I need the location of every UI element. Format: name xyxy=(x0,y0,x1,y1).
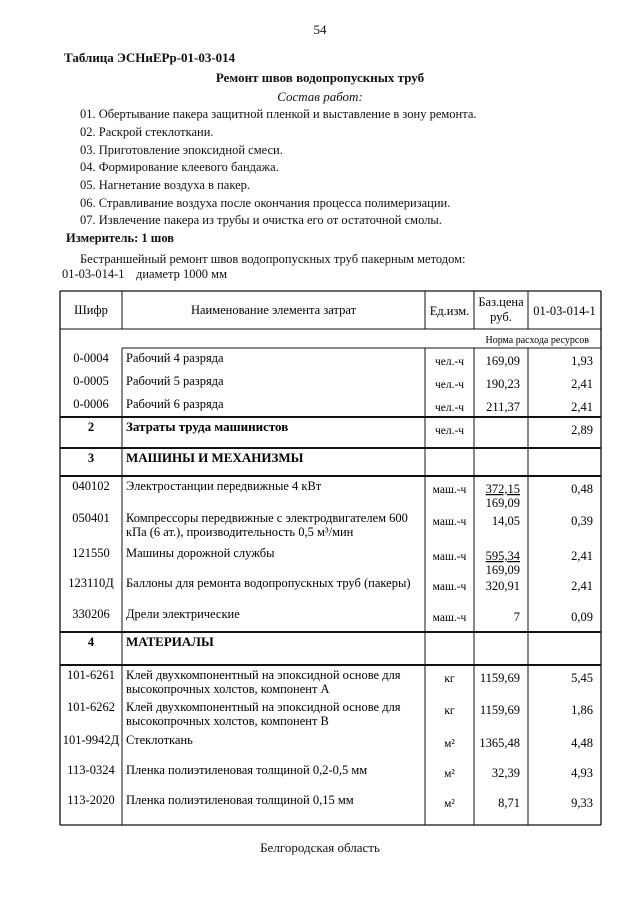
cell-norm: 0,09 xyxy=(571,610,593,624)
cell-price: 211,37 xyxy=(486,400,520,414)
cell-code: 0-0006 xyxy=(73,397,109,411)
cell-unit: кг xyxy=(444,673,455,685)
cell-code: 123110Д xyxy=(68,576,114,590)
cell-price: 595,34 xyxy=(485,549,520,563)
page-title: Ремонт швов водопропускных труб xyxy=(215,70,425,85)
cell-unit: маш.-ч xyxy=(432,612,467,624)
cell-name: Баллоны для ремонта водопропускных труб (пакеры) xyxy=(126,576,411,590)
header-price: Баз.цена xyxy=(478,295,524,309)
cell-norm: 0,48 xyxy=(571,482,593,496)
cell-code: 0-0004 xyxy=(73,351,109,365)
cell-code: 101-6262 xyxy=(67,700,115,714)
cell-unit: чел.-ч xyxy=(434,425,465,437)
cell-norm: 9,33 xyxy=(571,796,593,810)
cell-name: Затраты труда машинистов xyxy=(126,419,289,434)
cell-norm: 2,41 xyxy=(571,549,593,563)
header-name: Наименование элемента затрат xyxy=(190,303,357,317)
work-step: 06. Стравливание воздуха после окончания процесса полимеризации. xyxy=(80,196,451,210)
cell-code: 101-9942Д xyxy=(62,733,120,747)
cell-norm: 2,41 xyxy=(571,579,593,593)
cell-norm: 1,93 xyxy=(571,354,593,368)
header-norm: 01-03-014-1 xyxy=(533,304,596,318)
cell-norm: 2,41 xyxy=(571,377,593,391)
cell-name: МАТЕРИАЛЫ xyxy=(126,634,214,649)
cell-unit: чел.-ч xyxy=(434,356,465,368)
cell-code: 040102 xyxy=(72,479,110,493)
cell-name: Пленка полиэтиленовая толщиной 0,2-0,5 мм xyxy=(126,763,368,777)
work-composition-title: Состав работ: xyxy=(277,89,363,104)
cell-code: 3 xyxy=(87,451,95,465)
cell-price: 1365,48 xyxy=(479,736,520,750)
work-step: 03. Приготовление эпоксидной смеси. xyxy=(80,143,283,157)
cell-price: 190,23 xyxy=(485,377,520,391)
cell-name: Рабочий 5 разряда xyxy=(126,374,224,388)
cell-price: 372,15 xyxy=(485,482,520,496)
cell-unit: м² xyxy=(444,768,455,780)
cell-norm: 4,48 xyxy=(571,736,593,750)
cell-unit: маш.-ч xyxy=(432,581,467,593)
cell-unit: кг xyxy=(444,705,455,717)
cell-price: 8,71 xyxy=(498,796,520,810)
cell-price: 320,91 xyxy=(485,579,520,593)
cell-price: 169,09 xyxy=(485,563,520,577)
cell-code: 113-0324 xyxy=(67,763,115,777)
cell-code: 330206 xyxy=(72,607,110,621)
cell-name: Рабочий 6 разряда xyxy=(126,397,224,411)
cell-price: 169,09 xyxy=(485,496,520,510)
cell-name: Клей двухкомпонентный на эпоксидной основе для xyxy=(126,668,401,682)
cell-name: Компрессоры передвижные с электродвигателем 600 xyxy=(126,511,408,525)
cell-unit: маш.-ч xyxy=(432,551,467,563)
cell-code: 4 xyxy=(87,635,95,649)
work-step: 04. Формирование клеевого бандажа. xyxy=(80,160,279,174)
work-step: 07. Извлечение пакера из трубы и очистка его от остаточной смолы. xyxy=(80,213,442,227)
table-code: Таблица ЭСНиЕРр-01-03-014 xyxy=(64,50,236,65)
cell-unit: маш.-ч xyxy=(432,516,467,528)
cell-unit: чел.-ч xyxy=(434,402,465,414)
cell-name: Машины дорожной службы xyxy=(126,546,275,560)
cell-price: 32,39 xyxy=(491,766,520,780)
cell-name: высокопрочных холстов, компонент В xyxy=(126,714,329,728)
cell-norm: 2,89 xyxy=(571,423,593,437)
cell-name: Рабочий 4 разряда xyxy=(126,351,224,365)
cell-price: 14,05 xyxy=(491,514,520,528)
cell-name: МАШИНЫ И МЕХАНИЗМЫ xyxy=(126,450,304,465)
cell-norm: 1,86 xyxy=(571,703,593,717)
cell-name: Пленка полиэтиленовая толщиной 0,15 мм xyxy=(126,793,354,807)
header-unit: Ед.изм. xyxy=(429,304,470,318)
cell-name: Электростанции передвижные 4 кВт xyxy=(126,479,322,493)
norm-diameter: диаметр 1000 мм xyxy=(136,267,227,281)
cell-unit: м² xyxy=(444,798,455,810)
cell-code: 113-2020 xyxy=(67,793,115,807)
cell-unit: м² xyxy=(444,738,455,750)
cell-name: кПа (6 ат.), производительность 0,5 м³/мин xyxy=(126,525,354,539)
cell-code: 050401 xyxy=(72,511,110,525)
page-number: 54 xyxy=(313,22,327,37)
header-price-unit: руб. xyxy=(490,310,512,324)
cell-code: 0-0005 xyxy=(73,374,109,388)
page-footer: Белгородская область xyxy=(260,840,380,855)
measure-unit: Измеритель: 1 шов xyxy=(66,231,175,245)
work-step: 01. Обертывание пакера защитной пленкой и выставление в зону ремонта. xyxy=(80,107,477,121)
cell-code: 101-6261 xyxy=(67,668,115,682)
work-description: Бестраншейный ремонт швов водопропускных труб пакерным методом: xyxy=(80,252,466,266)
work-step: 02. Раскрой стеклоткани. xyxy=(80,125,214,139)
subheader-norm: Норма расхода ресурсов xyxy=(485,335,589,346)
cell-price: 1159,69 xyxy=(479,703,520,717)
cell-code: 121550 xyxy=(72,546,110,560)
cell-norm: 0,39 xyxy=(571,514,593,528)
cell-price: 7 xyxy=(513,610,520,624)
cell-name: Стеклоткань xyxy=(126,733,193,747)
cell-unit: чел.-ч xyxy=(434,379,465,391)
cell-name: высокопрочных холстов, компонент А xyxy=(126,682,330,696)
cell-code: 2 xyxy=(87,420,95,434)
header-code: Шифр xyxy=(74,303,108,317)
cell-norm: 4,93 xyxy=(571,766,593,780)
cell-unit: маш.-ч xyxy=(432,484,467,496)
cell-name: Клей двухкомпонентный на эпоксидной основе для xyxy=(126,700,401,714)
norm-code: 01-03-014-1 xyxy=(62,267,125,281)
cell-price: 169,09 xyxy=(485,354,520,368)
cell-name: Дрели электрические xyxy=(126,607,240,621)
cell-norm: 5,45 xyxy=(571,671,593,685)
cell-price: 1159,69 xyxy=(479,671,520,685)
work-step: 05. Нагнетание воздуха в пакер. xyxy=(80,178,251,192)
cell-norm: 2,41 xyxy=(571,400,593,414)
